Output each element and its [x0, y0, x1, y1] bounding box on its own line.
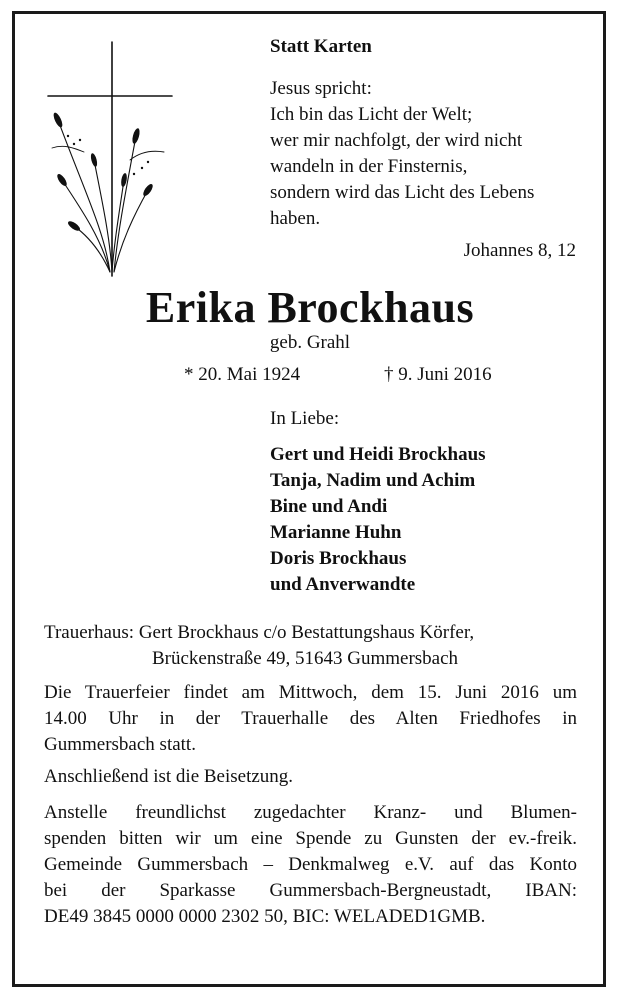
mourning-house-line1: Trauerhaus: Gert Brockhaus c/o Bestattungshaus Körfer,: [44, 622, 475, 643]
deceased-name: Erika Brockhaus: [145, 283, 475, 332]
donation-line: bei der Sparkasse Gummersbach-Bergneustadt, IBAN:: [44, 880, 577, 901]
burial-note: Anschließend ist die Beisetzung.: [44, 766, 294, 787]
donation-line: Anstelle freundlichst zugedachter Kranz- und Blumen-: [44, 802, 577, 823]
mourners-list: [270, 442, 590, 598]
verse-line: Ich bin das Licht der Welt;: [270, 104, 473, 125]
mourner-name: Gert und Heidi Brockhaus: [270, 444, 486, 465]
verse-line: sondern wird das Licht des Lebens: [270, 182, 535, 203]
verse-block: [270, 102, 590, 232]
ceremony-line: Gummersbach statt.: [44, 734, 196, 755]
mourner-name: und Anverwandte: [270, 574, 416, 595]
ceremony-line: Die Trauerfeier findet am Mittwoch, dem 15. Juni 2016 um: [44, 682, 577, 703]
verse-line: wer mir nachfolgt, der wird nicht: [270, 130, 523, 151]
donation-line: Gemeinde Gummersbach – Denkmalweg e.V. auf das Konto: [44, 854, 577, 875]
donation-paragraph: [44, 800, 577, 930]
mourner-name: Bine und Andi: [270, 496, 388, 517]
verse-intro: Jesus spricht:: [270, 78, 372, 99]
maiden-name: geb. Grahl: [269, 332, 351, 353]
mourning-house-line2: Brückenstraße 49, 51643 Gummersbach: [152, 648, 459, 669]
mourners-intro: In Liebe:: [270, 408, 340, 429]
ceremony-paragraph: [44, 680, 577, 758]
mourner-name: Tanja, Nadim und Achim: [270, 470, 476, 491]
donation-line: DE49 3845 0000 0000 2302 50, BIC: WELADED1GMB.: [44, 906, 486, 927]
verse-line: wandeln in der Finsternis,: [270, 156, 468, 177]
death-date: † 9. Juni 2016: [384, 364, 492, 385]
ceremony-line: 14.00 Uhr in der Trauerhalle des Alten Friedhofes in: [44, 708, 577, 729]
verse-line: haben.: [270, 208, 321, 229]
cross-with-wheat-icon: [44, 40, 174, 280]
mourner-name: Doris Brockhaus: [270, 548, 407, 569]
mourner-name: Marianne Huhn: [270, 522, 402, 543]
header-title: Statt Karten: [270, 36, 372, 57]
verse-reference: Johannes 8, 12: [463, 240, 576, 261]
birth-date: * 20. Mai 1924: [184, 364, 301, 385]
donation-line: spenden bitten wir um eine Spende zu Gunsten der ev.-freik.: [44, 828, 577, 849]
